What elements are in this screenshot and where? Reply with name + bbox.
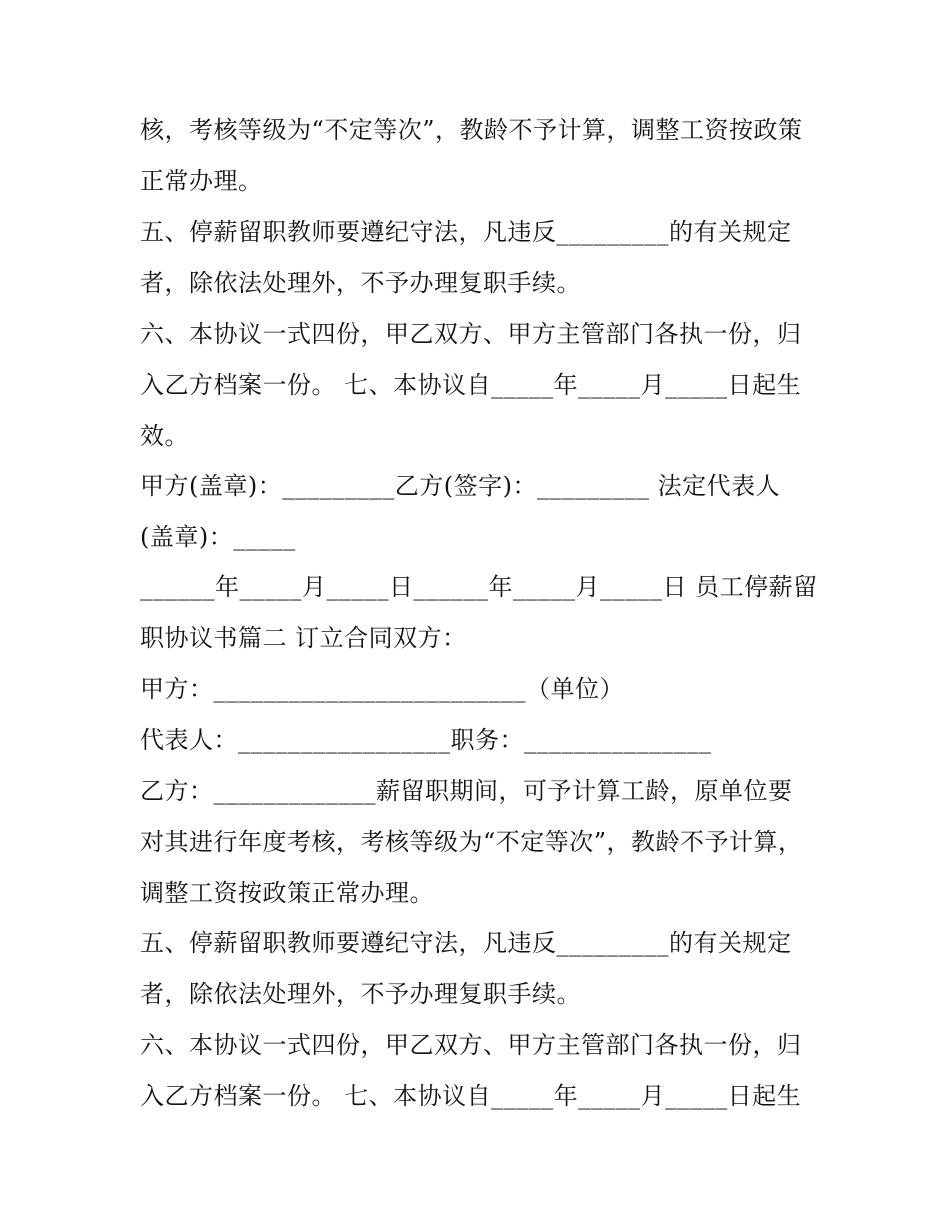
text-line: 对其进行年度考核，考核等级为“不定等次”，教龄不予计算， xyxy=(140,828,803,856)
text-line: 六、本协议一式四份，甲乙双方、甲方主管部门各执一份，归 xyxy=(140,320,802,348)
text-line: 五、停薪留职教师要遵纪守法，凡违反_________的有关规定 xyxy=(140,218,792,246)
text-line: 效。 xyxy=(140,422,189,450)
text-line: 调整工资按政策正常办理。 xyxy=(140,879,434,907)
text-line: 核，考核等级为“不定等次”，教龄不予计算，调整工资按政策 xyxy=(140,116,803,144)
text-line: 六、本协议一式四份，甲乙双方、甲方主管部门各执一份，归 xyxy=(140,1031,802,1059)
text-line: 代表人：_________________职务：_______________ xyxy=(140,726,712,754)
text-line: 甲方：_________________________（单位） xyxy=(140,675,624,703)
text-line: 入乙方档案一份。 七、本协议自_____年_____月_____日起生 xyxy=(140,371,802,399)
text-line: 者，除依法处理外，不予办理复职手续。 xyxy=(140,269,581,297)
text-line: 五、停薪留职教师要遵纪守法，凡违反_________的有关规定 xyxy=(140,929,792,957)
text-line: (盖章)：_____ xyxy=(140,523,296,551)
text-line: 正常办理。 xyxy=(140,167,263,195)
text-line: 职协议书篇二 订立合同双方： xyxy=(140,624,467,652)
text-line: 甲方(盖章)：_________乙方(签字)：_________ 法定代表人 xyxy=(140,472,781,500)
text-line: 乙方：_____________薪留职期间，可予计算工龄，原单位要 xyxy=(140,777,793,805)
text-line: ______年_____月_____日______年_____月_____日 员工停薪留 xyxy=(140,573,818,601)
text-line: 入乙方档案一份。 七、本协议自_____年_____月_____日起生 xyxy=(140,1082,802,1110)
text-line: 者，除依法处理外，不予办理复职手续。 xyxy=(140,980,581,1008)
